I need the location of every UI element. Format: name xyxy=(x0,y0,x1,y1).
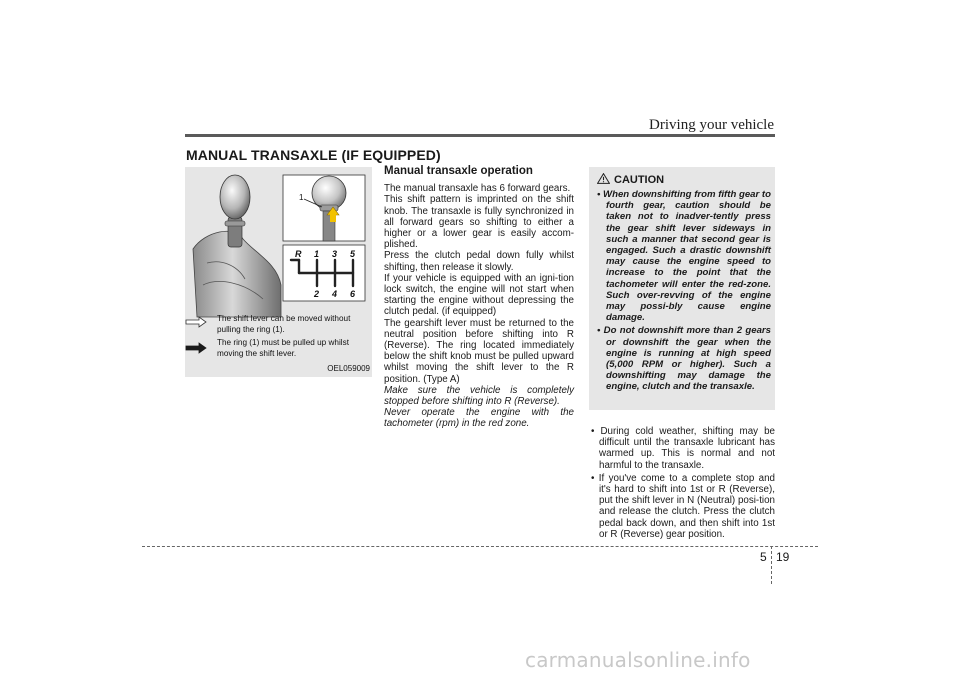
caution-header xyxy=(597,173,664,186)
gear-label-1: 1 xyxy=(314,249,320,259)
caution-item: • When downshifting from fifth gear to fourth gear, caution should be taken not to inadver-tently press the gear shift lever sideways in such a manner that second gear is engaged. Such a drastic downshift may cause the engine speed to increase to the point that the tachometer will enter the red-zone. Such over-revving of the engine may possi-bly cause engine damage. xyxy=(597,189,771,324)
gear-label-3: 3 xyxy=(332,249,338,259)
caution-list xyxy=(597,189,771,395)
header-rule xyxy=(185,134,775,137)
page-number: 19 xyxy=(776,550,790,564)
gear-label-r: R xyxy=(295,249,302,259)
gear-label-5: 5 xyxy=(350,249,356,259)
operation-paragraph: The manual transaxle has 6 forward gears. xyxy=(384,183,571,195)
figure-panel xyxy=(185,167,372,377)
operation-paragraph: The gearshift lever must be returned to the neutral position before shifting into R (Reverse). The ring located immediately below the shift knob must be pulled upward whilst moving the shift lever to the R position. (Type A) xyxy=(384,317,574,385)
outline-arrow-icon xyxy=(185,316,207,328)
operation-heading: Manual transaxle operation xyxy=(384,165,533,177)
warning-triangle-icon xyxy=(597,173,610,184)
tip-item: • If you've come to a complete stop and it's hard to shift into 1st or R (Reverse), put the shift lever in N (Neutral) posi-tion and release the clutch. Press the clutch pedal back down, and then shift into 1st or R (Reverse) gear position. xyxy=(591,472,775,540)
tip-item: • During cold weather, shifting may be difficult until the transaxle lubricant has warmed up. This is normal and not harmful to the transaxle. xyxy=(591,426,775,471)
legend-text-filled: The ring (1) must be pulled up whilst moving the shift lever. xyxy=(217,338,349,358)
operation-paragraph: This shift pattern is imprinted on the shift knob. The transaxle is fully synchronized in all forward gears so shifting to either a higher or a lower gear is easily accom-plished. xyxy=(384,194,574,251)
caution-box xyxy=(589,167,775,410)
gear-label-6: 6 xyxy=(350,289,356,299)
section-title: MANUAL TRANSAXLE (IF EQUIPPED) xyxy=(186,147,441,163)
inset-knob-detail xyxy=(283,175,365,241)
legend-text-outline: The shift lever can be moved without pulling the ring (1). xyxy=(217,314,351,334)
shift-lever-large xyxy=(193,175,281,317)
operation-column xyxy=(384,166,574,430)
footer-rule xyxy=(142,546,818,547)
gear-label-4: 4 xyxy=(332,289,338,299)
operation-paragraph: Press the clutch pedal down fully whilst shifting, then release it slowly. xyxy=(384,250,574,273)
ring-callout-label: 1 xyxy=(299,193,304,202)
caution-title: CAUTION xyxy=(614,174,665,186)
watermark: carmanualsonline.info xyxy=(525,648,751,672)
operation-note: Make sure the vehicle is completely stopped before shifting into R (Reverse). xyxy=(384,384,574,408)
footer-divider xyxy=(771,546,772,584)
caution-item: • Do not downshift more than 2 gears or downshift the gear when the engine is running at high speed (5,000 RPM or higher). Such a downshifting may damage the engine, clutch and the transaxle. xyxy=(597,325,771,393)
gear-label-2: 2 xyxy=(314,289,320,299)
tips-list xyxy=(589,426,775,542)
page-header-title: Driving your vehicle xyxy=(649,117,774,133)
operation-note: Never operate the engine with the tachometer (rpm) in the red zone. xyxy=(384,407,574,430)
operation-paragraph: If your vehicle is equipped with an igni-tion lock switch, the engine will not start when starting the engine without depressing the clutch pedal. (if equipped) xyxy=(384,272,574,318)
figure-code: OEL059009 xyxy=(327,364,370,373)
chapter-number: 5 xyxy=(760,550,767,564)
filled-arrow-icon xyxy=(185,342,207,354)
